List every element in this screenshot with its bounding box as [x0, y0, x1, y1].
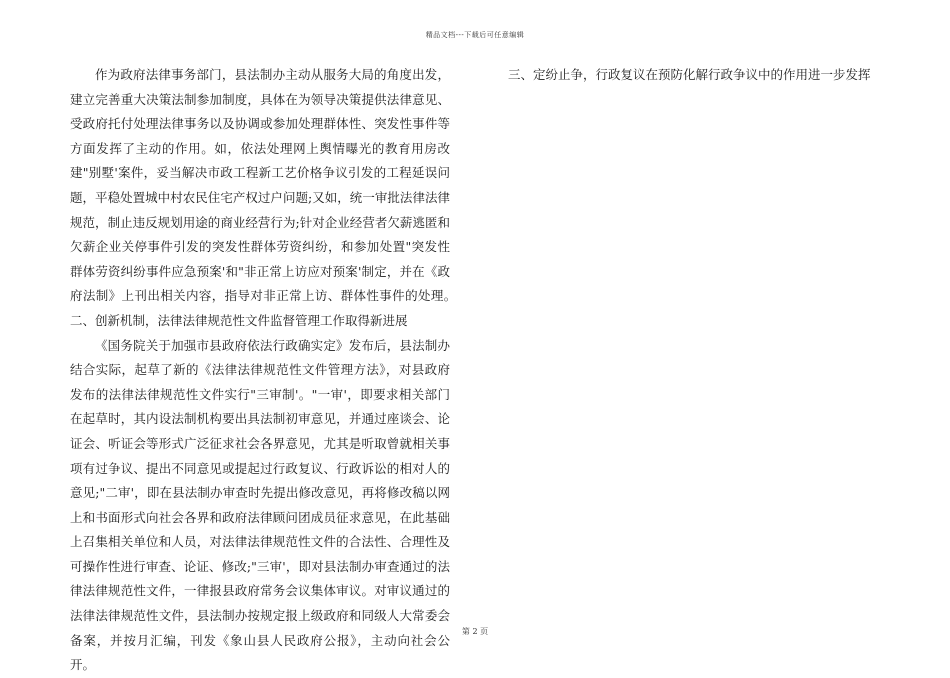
section-3-heading: 三、定纷止争，行政复议在预防化解行政争议中的作用进一步发挥 — [508, 67, 871, 82]
right-column — [508, 63, 888, 88]
body-paragraph-1: 作为政府法律事务部门，县法制办主动从服务大局的角度出发，建立完善重大决策法制参加制度，具体在为领导决策提供法律意见、受政府托付处理法律事务以及协调或参加处理群体性、突发性事件等方面发挥了主动的作用。如，依法处理网上舆情曝光的教育用房改建"别墅'案件，妥当解决市政工程新工艺价格争议引发的工程延误问题，平稳处置城中村农民住宅产权过户问题;又如，统一审批法律法律规范，制止违反规划用途的商业经营行为;针对企业经营者欠薪逃匿和欠薪企业关停事件引发的突发性群体劳资纠纷，和参加处置"突发性群体劳资纠纷事件应急预案'和"非正常上访应对预案'制定，并在《政府法制》上刊出相关内容，指导对非正常上访、群体性事件的处理。 二、创新机制，法律法律规范性文件监督管理工作取得新进展 — [70, 67, 476, 328]
body-paragraph-2: 《国务院关于加强市县政府依法行政确实定》发布后，县法制办结合实际，起草了新的《法律法律规范性文件管理方法》，对县政府发布的法律法律规范性文件实行"三审制'。"一审'，即要求相关部门在起草时，其内设法制机构要出具法制初审意见，并通过座谈会、论证会、听证会等形式广泛征求社会各界意见，尤其是听取曾就相关事项有过争议、提出不同意见或提起过行政复议、行政诉讼的相对人的意见;"二审'，即在县法制办审查时先提出修改意见，再将修改稿以网上和书面形式向社会各界和政府法律顾问团成员征求意见，在此基础上召集相关单位和人员，对法律法律规范性文件的合法性、合理性及可操作性进行审查、论证、修改;"三审'，即对县法制办审查通过的法律法律规范性文件，一律报县政府常务会议集体审议。对审议通过的法律法律规范性文件，县法制办按规定报上级政府和同级人大常委会备案，并按月汇编，刊发《象山县人民政府公报》，主动向社会公开。 — [70, 337, 450, 673]
page-header-note: 精品文档---下载后可任意编辑 — [425, 31, 525, 39]
page-number: 第 2 页 — [461, 627, 489, 636]
